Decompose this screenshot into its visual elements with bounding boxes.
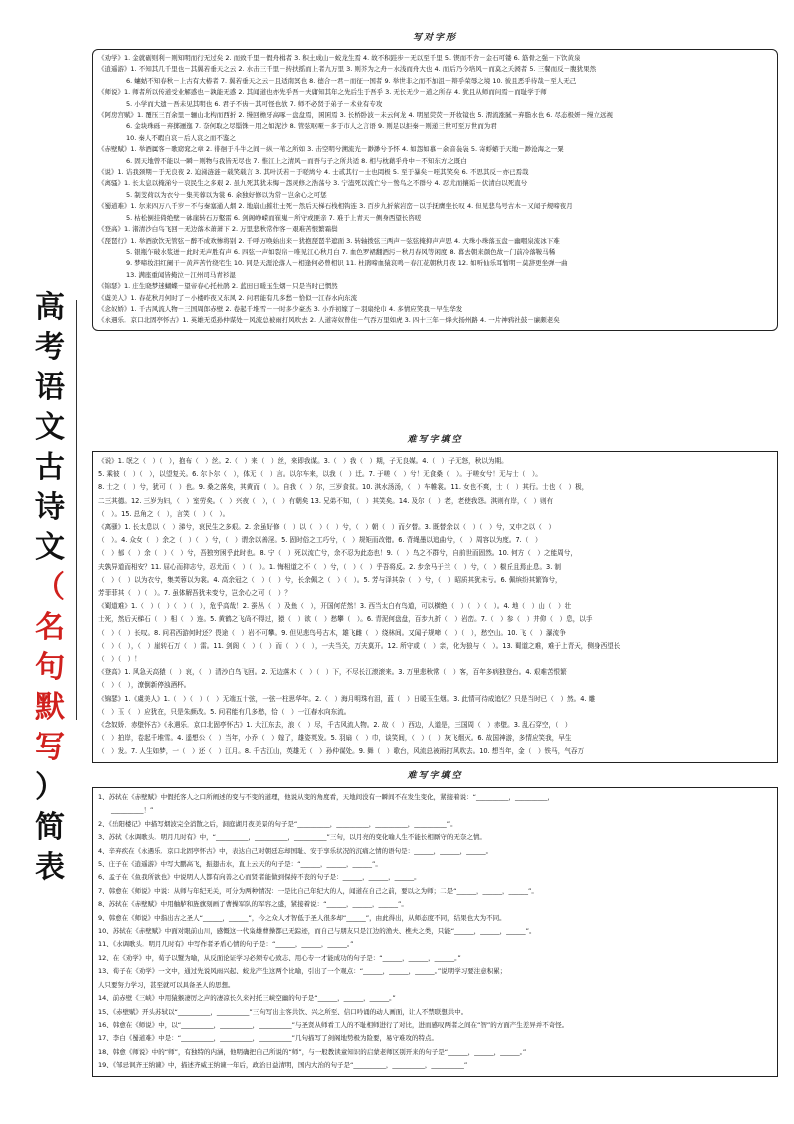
question-row: 18、韩愈《师说》中的“师”，有独特的内涵，他明确把自己所说的“师”，与一般教读童知识的启蒙老师区别开来的句子是“______，______，______。” [98, 1047, 527, 1056]
side-char: 文 [35, 530, 65, 565]
text-row: （ ）（ ），（ ）崖转石万（ ）雷。11. 剑阁（ ）（ ）而（ ）（ ），一夫当关，万夫莫开。12. 所守或（ ）亲，化为狼与（ ）。13. 蜀道之难，难于上青天，侧身西望长 [98, 641, 621, 650]
text-row: 《赤壁赋》1. 举酒属客－歌窈窕之章 2. 徘徊于斗牛之间－纵一苇之所如 3. 击空明兮溯流光－渺渺兮予怀 4. 如怨如慕－余音袅袅 5. 寄蜉蝣于天地－渺沧海之一粟 [98, 145, 564, 154]
question-row: 5、庄子在《逍遥游》中写大鹏高飞，振翅击水，直上云天的句子是：“______，______，______”。 [98, 860, 382, 869]
question-row: 16、韩愈在《师说》中，以“__________，__________，__________”与圣贤从师看工人的不耻相师进行了对比，进而感叹两者之间在“智”的方面产生差异并不奇怪。 [98, 1020, 569, 1029]
section-title: 写对字形 [412, 33, 457, 43]
section-hard-characters [92, 768, 778, 1077]
question-row: 17、李白《蜀道难》中是：“__________，__________，__________”几句描写了剑阁地势极为险要，易守难攻的特点。 [98, 1034, 439, 1043]
text-row: 《蜀道难》1.（ ）（ ）（ ）（ ），危乎高哉！2. 蚕丛（ ）及鱼（ ），开国何茫然！3. 西当太白有鸟道，可以横绝（ ）（ ）（ ）。4. 地（ ）山（ ）壮 [98, 602, 572, 611]
text-row: （ ）郁（ ）余（ ）（ ）兮，吾独穷困乎此时也。8. 宁（ ）死以流亡兮，余不忍为此态也！9.（ ）鸟之不群兮，自前世而固然。10. 何方（ ）之能周兮， [98, 549, 577, 558]
text-row: 二三其德。12. 三岁为妇，（ ）室劳矣。（ ）兴夜（ ），（ ）有朝矣 13. 兄弟不知，（ ）其笑矣。14. 及尔（ ）老，老使我怨。淇则有岸，（ ）则有 [98, 496, 554, 505]
text-row: （ ）（ ）长叹。8. 问君西游何时还？畏途（ ）岩不可攀。9. 但见悲鸟号古木，雄飞雌（ ）绕林间。又闻子规啼（ ）（ ），愁空山。10. 飞（ ）瀑流争 [98, 628, 566, 637]
text-row: 《蜀道难》1. 尔来四万八千岁－不与秦塞通人烟 2. 地崩山摧壮士死－然后天梯石栈相钩连 3. 百步九折萦岩峦－以手抚膺坐长叹 4. 但见悲鸟号古木－又闻子规啼夜月 [98, 202, 573, 211]
text-row: 《永遇乐．京口北固亭怀古》1. 英雄无觅孙仲谋处－风流总被雨打风吹去 2. 人道寄奴曾住－气吞万里如虎 3. 四十三年－烽火扬州路 4. 一片神鸦社鼓－廉颇老矣 [98, 316, 560, 325]
side-char: 文 [35, 410, 65, 445]
text-row: 《锦瑟》1.《虞美人》1.（ ）（ ）（ ）无端五十弦，一弦一柱思华年。2.（ ）海月明珠有泪，蓝（ ）日暖玉生烟。3. 此情可待成追忆？只是当时已（ ）然。4. 雕 [98, 694, 596, 703]
text-row: 《念奴娇．赤壁怀古》《永遇乐．京口北固亭怀古》1. 大江东去，浪（ ）尽，千古风流人物。2. 故（ ）西边，人道是，三国周（ ）赤壁。3. 乱石穿空，（ ） [98, 721, 572, 730]
section-title: 难写字填空 [407, 771, 463, 781]
text-row: （ ）发。7. 人生如梦，一（ ）还（ ）江月。8. 千古江山，英雄无（ ）孙仲谋处。9. 舞（ ）歌台，风流总被雨打风吹去。10. 想当年，金（ ）铁马，气吞万 [98, 747, 585, 756]
text-row: 8. 士之（ ）兮，犹可（ ）也。9. 桑之落矣，其黄而（ ）。自我（ ）尔，三岁食贫。10. 淇水汤汤，（ ）车帷裳。11. 女也不爽，士（ ）其行。士也（ ）极， [98, 483, 589, 492]
questions-box [92, 787, 778, 1077]
text-row: 《劝学》1. 金就砺则利－则知明而行无过矣 2. 而致千里－假舟楫者 3. 积土成山－蛟龙生焉 4. 故不积跬步－无以至千里 5. 锲而不舍－金石可镂 6. 筋骨之强－下饮黄泉 [98, 54, 581, 62]
text-row: 《登高》1. 风急天高猿（ ）哀，（ ）清沙白鸟飞回。2. 无边落木（ ）（ ）下，不尽长江滚滚来。3. 万里悲秋常（ ）客，百年多病独登台。4. 艰难苦恨繁 [98, 668, 567, 677]
text-row: 6. 蟪蛄不知春秋－上古有大椿者 7. 翼若垂天之云－且适南冥也 8. 德合一君－而征一国者 9. 举世非之而不加沮－辩乎荣辱之境 10. 彼且恶乎待哉－至人无己 [126, 76, 577, 85]
question-row: 11、《水调歌头．明月几时有》中写作者矛盾心情的句子是：“______，______，______。” [98, 940, 354, 949]
text-row: 5. 小学而大遗－吾未见其明也 6. 君子不齿－其可怪也欤 7. 师不必贤于弟子－术业有专攻 [126, 99, 383, 108]
question-row: 13、荀子在《劝学》一文中，通过先说风雨兴起、蛟龙产生这两个比喻，引出了一个观点：“______，______，______。”说明学习要注意积累； [98, 967, 507, 976]
question-row: 14、前赤壁《三峡》中用猿猴凄厉之声的凄凉长久来衬托三峡空幽的句子是“______，______，______。” [98, 994, 396, 1003]
question-row: 6、孟子在《鱼我所欲也》中说明人人都有向善之心而贤者能做到保持不丧的句子是：______，______，______。 [98, 873, 421, 882]
side-char: 语 [35, 370, 65, 405]
text-row: 芳菲菲其（ ）（ ）。7. 虽体解吾犹未变兮，岂余心之可（ ）？ [98, 589, 292, 598]
question-row: 10、苏轼在《赤壁赋》中面对眼前山川，感慨这一代枭雄曹操都已无踪迹，而自己与朋友只是江边的渔夫、樵夫之类，只能“______，______，______”。 [98, 927, 536, 936]
text-row: （ ）玉（ ）应犹在，只是朱颜改。5. 问君能有几多愁，恰（ ）一江春水向东流。 [98, 707, 351, 716]
text-row: （ ）（ ）！ [98, 655, 141, 664]
side-char: 简 [35, 810, 65, 845]
side-char: 考 [35, 330, 65, 365]
section-fill-blanks [92, 432, 778, 763]
text-row: （ ）拍岸，卷起千堆雪。4. 遥想公（ ）当年，小乔（ ）嫁了，雄姿英发。5. 羽扇（ ）巾，谈笑间，（ ）（ ）灰飞烟灭。6. 故国神游，多情应笑我，早生 [98, 734, 572, 743]
question-row: 15、《赤壁赋》开头苏轼以“__________，__________”三句写出主客共饮、兴之所至、信口吟诵的动人画面，让人不禁联想共中。 [98, 1007, 468, 1016]
text-row: 5. 枯松倒挂倚绝壁－砯崖转石万壑雷 6. 剑阁峥嵘而崔嵬－所守或匪亲 7. 难于上青天－侧身西望长咨嗟 [126, 213, 422, 222]
text-row: 《说》1. 氓之（ ）（ ），抱布（ ）丝。2.（ ）来（ ）丝，来即我谋。3.（ ）我（ ）期，子无良媒。4.（ ）子无怒，秋以为期。 [98, 457, 508, 465]
side-char: 高 [35, 290, 65, 325]
side-char: 表 [35, 850, 65, 885]
text-row: 《琵琶行》1. 举酒欲饮无管弦－醉不成欢惨将别 2. 千呼万唤始出来－犹抱琵琶半遮面 3. 转轴拨弦三两声－弦弦掩抑声声思 4. 大珠小珠落玉盘－幽咽泉流冰下难 [98, 236, 560, 245]
side-char: （ [35, 570, 65, 605]
text-row: 夫孰异道而相安？11. 屈心而抑志兮，忍尤而（ ）（ ）。1. 悔相道之不（ ）兮，（ ）（ ）乎吾将反。2. 步余马于兰（ ）兮，（ ）椒丘且焉止息。3. 制 [98, 562, 562, 571]
text-row: 5. 制芰荷以为衣兮－集芙蓉以为裳 6. 余独好修以为常－岂余心之可惩 [126, 190, 327, 199]
text-row: 5. 银瓶乍破水浆迸－此时无声胜有声 6. 四弦一声如裂帛－唯见江心秋月白 7. 血色罗裙翻酒污－秋月春风等闲度 8. 暮去朝来颜色故－门前冷落鞍马稀 [126, 247, 556, 256]
text-row: （ ）。4. 众女（ ）余之（ ）（ ）兮，（ ）谓余以善淫。5. 固时俗之工巧兮，（ ）规矩而改错。6. 背绳墨以追曲兮，（ ）周容以为度。7.（ ） [98, 536, 542, 545]
text-row: 10. 秦人不暇自哀－后人哀之而不鉴之 [126, 133, 236, 142]
question-row: 7、韩愈在《师说》中说：从师与年纪无关，可分为两种情况：一是比自己年纪大的人，闻道在自己之前，要以之为师；二是“______，______，______”。 [98, 886, 538, 895]
question-row: 2、《岳阳楼记》中描写烟波完全消散之后，洞庭湖月夜美景的句子是“__________，__________，__________，__________”。 [98, 819, 457, 828]
side-char: 名 [35, 610, 65, 645]
text-row: （ ）。15. 总角之（ ），言笑（ ）（ ）。 [98, 509, 230, 518]
question-row: 3、苏轼《水调歌头．明月几时有》中，“__________，__________，__________”三句，以月亮的变化喻人生不能长相厮守的无奈之情。 [98, 833, 486, 842]
text-row: 《虞美人》1. 春花秋月何时了－小楼昨夜又东风 2. 问君能有几多愁－恰似一江春水向东流 [98, 293, 358, 302]
text-row: 士死，然后天梯石（ ）相（ ）连。5. 黄鹤之飞尚不得过，猿（ ）欲（ ）愁攀（ ）。6. 青泥何盘盘，百步九折（ ）岩峦。7.（ ）参（ ）井仰（ ）息，以手 [98, 615, 593, 624]
text-row: （ ）（ ）以为衣兮，集芙蓉以为裳。4. 高余冠之（ ）（ ）兮，长余佩之（ ）（ ）。5. 芳与泽其杂（ ）兮，（ ）昭质其犹未亏。6. 佩缤纷其繁饰兮， [98, 575, 562, 584]
question-row: 4、辛弃疾在《永遇乐．京口北固亭怀古》中，表达自己对朝廷忘却国耻、安于享乐状况的沉痛之情的语句是：______，______，______。 [98, 846, 493, 855]
fill-blanks-box [92, 451, 778, 763]
side-char: 古 [35, 450, 65, 485]
text-row: 《离骚》1. 长太息以（ ）涕兮，哀民生之多艰。2. 余虽好修（ ）以（ ）（ ）兮，（ ）朝（ ）而夕替。3. 既替余以（ ）（ ）兮，又申之以（ ） [98, 523, 556, 532]
side-char: 句 [35, 650, 65, 685]
side-panel [0, 0, 84, 1124]
correct-forms-box [92, 49, 778, 331]
text-row: 9. 梦啼妆泪红阑干－黄芦苦竹绕宅生 10. 同是天涯沦落人－相逢何必曾相识 11. 杜鹃啼血猿哀鸣－春江花朝秋月夜 12. 如听仙乐耳暂明－莫辞更坐弹一曲 [126, 259, 568, 268]
question-row: 12、在《劝学》中，荀子以蟹为喻，从反面论证学习必须专心致志、用心专一才能成功的句子是：“______，______，______。” [98, 953, 461, 962]
question-row: 9、韩愈在《师说》中指出古之圣人“______，______”，今之众人才智低于圣人很多却“______”，由此得出，从师态度不同，结果也大为不同。 [98, 913, 506, 922]
text-row: 《念奴娇》1. 千古风流人物－三国周郎赤壁 2. 卷起千堆雪－一时多少豪杰 3. 小乔初嫁了－羽扇纶巾 4. 多情应笑我－早生华发 [98, 304, 463, 313]
text-row: 《逍遥游》1. 不知其几千里也－其翼若垂天之云 2. 水击三千里－抟扶摇而上者九万里 3. 则芥为之舟－水浅而舟大也 4. 而后乃今培风－而莫之夭阏者 5. 三餐而反－腹犹果然 [98, 65, 597, 74]
question-row: 1、苏轼在《赤壁赋》中假托客人之口所阐述的变与不变的道理，他说从变的角度看，天地间没有一瞬间不在发生变化，紧接着说：“__________，__________， [98, 793, 555, 801]
text-row: 《说》1. 诘我颈期－于无良夜 2. 迫涕涟涟－载笑载言 3. 其叶沃若－于嗟鸠兮 4. 士贰其行－士也罔极 5. 至于暴矣－咥其笑矣 6. 不思其反－亦已焉哉 [98, 168, 529, 177]
question-row: 19、《邹忌讽齐王纳谏》中，描述齐威王纳谏一年后，政治日益清明，国内大治的句子是“__________，__________，__________” [98, 1061, 468, 1070]
question-row: 人只要努力学习，甚至就可以具备圣人的思想。 [98, 980, 235, 989]
side-char: 默 [35, 690, 65, 725]
text-row: 《锦瑟》1. 庄生晓梦迷蝴蝶－望帝春心托杜鹃 2. 蓝田日暖玉生烟－只是当时已惘然 [98, 282, 338, 291]
section-title: 难写字填空 [407, 435, 463, 445]
question-row: 8、苏轼在《赤壁赋》中用舳舻和旌旗刻画了曹操军队的军容之盛，紧接着说：“______，______，______”。 [98, 900, 408, 909]
question-row: __________！” [98, 806, 154, 815]
side-title [28, 288, 72, 888]
side-char: ） [35, 770, 65, 805]
section-correct-forms [92, 30, 778, 331]
text-row: 《登高》1. 渚清沙白鸟飞回－无边落木萧萧下 2. 万里悲秋常作客－艰难苦恨繁霜鬓 [98, 225, 338, 234]
text-row: 6. 固天地曾不能以一瞬－则物与我皆无尽也 7. 惟江上之清风－而吾与子之所共适 8. 相与枕藉乎舟中－不知东方之既白 [126, 156, 467, 165]
text-row: 6. 金块珠砾－弃掷逦迤 7. 奈何取之尽锱铢－用之如泥沙 8. 管弦呕哑－多于市人之言语 9. 则足以拒秦－则递三世可至万世而为君 [126, 122, 497, 131]
side-divider [76, 300, 77, 720]
text-row: 《师说》1. 师者所以传道受业解惑也－孰能无惑 2. 其闻道也亦先乎吾－夫庸知其年之先后生于吾乎 3. 无长无少－道之所存 4. 犹且从师而问焉－而耻学于师 [98, 88, 547, 97]
side-char: 诗 [35, 490, 65, 525]
text-row: 13. 满座重闻皆掩泣－江州司马青衫湿 [126, 270, 236, 279]
text-row: （ ）（ ），潦倒新停浊酒杯。 [98, 681, 191, 690]
text-row: 《离骚》1. 长太息以掩涕兮－哀民生之多艰 2. 虽九死其犹未悔－怨灵修之浩荡兮 3. 宁溘死以流亡兮－鸷鸟之不群兮 4. 忍尤而攘诟－伏清白以死直兮 [98, 179, 528, 188]
text-row: 《阿房宫赋》1. 覆压三百余里－骊山北构而西折 2. 缦回檐牙高啄－盘盘焉，囷囷焉 3. 长桥卧波－未云何龙 4. 明星荧荧－开妆镜也 5. 渭流涨腻－弃脂水也 6. 尽态极妍－缦立远视 [98, 111, 613, 120]
side-char: 写 [35, 730, 65, 765]
text-row: 5. 乘彼（ ）（ ），以望复关。6. 尔卜尔（ ），体无（ ）言。以尔车来，以我（ ）迁。7. 于嗟（ ）兮！无食桑（ ）。于嗟女兮！无与士（ ）。 [98, 470, 542, 479]
